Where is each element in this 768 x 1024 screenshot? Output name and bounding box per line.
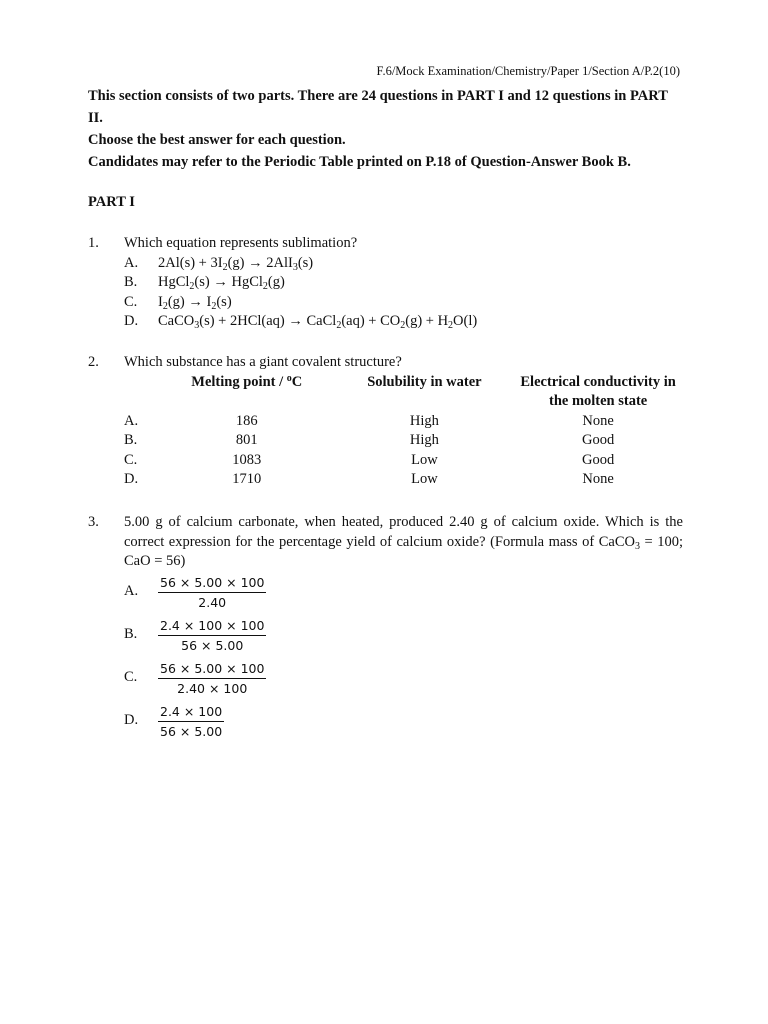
fraction	[158, 617, 266, 654]
question-3	[88, 513, 683, 746]
question-1-options	[124, 254, 683, 332]
denominator: 2.40	[198, 594, 227, 610]
question-text: Which equation represents sublimation?	[124, 235, 358, 251]
option-d[interactable]	[124, 312, 683, 332]
fraction	[158, 660, 266, 697]
instruction-periodic-table: Candidates may refer to the Periodic Table printed on P.18 of Question-Answer Book B.	[88, 154, 631, 170]
part-title: PART I	[88, 194, 135, 210]
option-letter: A.	[124, 583, 139, 600]
table-row[interactable]	[124, 431, 683, 451]
numerator: 2.4 × 100 × 100	[158, 617, 266, 636]
cell-melting-point: 186	[235, 412, 258, 429]
cell-solubility: High	[409, 432, 439, 448]
option-letter: C.	[124, 669, 138, 686]
option-letter: D.	[124, 313, 139, 329]
row-letter: B.	[124, 432, 138, 448]
instruction-parts: This section consists of two parts. There are 24 questions in PART I and 12 questions in PART II.	[88, 88, 668, 126]
question-2	[88, 353, 683, 490]
option-text: $2Al(s) + 3I_2(g) \to 2AlI_3(s)$	[158, 254, 314, 273]
section-instructions	[88, 85, 683, 173]
option-letter: B.	[124, 626, 138, 643]
option-c[interactable]	[124, 660, 683, 697]
option-letter: B.	[124, 274, 138, 290]
page-header: F.6/Mock Examination/Chemistry/Paper 1/Section A/P.2(10)	[376, 64, 680, 78]
fraction	[158, 574, 266, 611]
fraction	[158, 703, 224, 740]
header-conductivity: Electrical conductivity in the molten state	[520, 373, 676, 409]
option-text: $I_2(g) \to I_2(s)$	[158, 293, 232, 312]
numerator: 56 × 5.00 × 100	[158, 660, 266, 679]
cell-conductivity: Good	[582, 451, 615, 468]
option-text: CaCO$_3$(s) + 2HCl(aq) → CaCl$_2$(aq) + $CO_2(g) + H_2O(l)$	[158, 313, 478, 331]
denominator: 56 × 5.00	[181, 637, 244, 653]
cell-solubility: Low	[411, 451, 438, 468]
cell-solubility: Low	[411, 471, 438, 487]
table-header-row	[124, 373, 683, 412]
table-row[interactable]	[124, 412, 683, 432]
question-number: 1.	[88, 235, 99, 251]
question-1	[88, 234, 683, 332]
option-text: HgCl$_2$(s) → HgCl$_2$(g)	[158, 274, 285, 292]
option-d[interactable]	[124, 703, 683, 740]
cell-melting-point: 1083	[232, 451, 262, 468]
option-letter: C.	[124, 293, 138, 310]
row-letter: A.	[124, 412, 139, 429]
option-a[interactable]	[124, 254, 683, 274]
row-letter: C.	[124, 451, 138, 468]
denominator: 56 × 5.00	[160, 723, 223, 739]
option-letter: A.	[124, 254, 139, 271]
option-letter: D.	[124, 712, 139, 729]
cell-solubility: High	[409, 412, 439, 429]
question-3-options	[124, 574, 683, 740]
option-c[interactable]	[124, 293, 683, 313]
table-row[interactable]	[124, 451, 683, 471]
row-letter: D.	[124, 471, 139, 487]
instruction-choose: Choose the best answer for each question.	[88, 132, 346, 148]
cell-melting-point: 801	[235, 432, 258, 448]
denominator: 2.40 × 100	[177, 680, 248, 696]
cell-conductivity: None	[582, 471, 614, 487]
header-solubility: Solubility in water	[367, 373, 482, 390]
option-b[interactable]	[124, 617, 683, 654]
properties-table	[124, 373, 683, 490]
cell-melting-point: 1710	[232, 471, 262, 487]
option-b[interactable]	[124, 273, 683, 293]
option-a[interactable]	[124, 574, 683, 611]
numerator: 56 × 5.00 × 100	[158, 574, 266, 593]
cell-conductivity: None	[582, 412, 614, 429]
question-text: 5.00 g of calcium carbonate, when heated, produced 2.40 g of calcium oxide. Which is the correct expression for the percentage yield of calcium oxide? (Formula mass of CaCO$_3$ = 100; CaO = 56)	[124, 514, 683, 569]
header-melting-point: Melting point / $^o$C	[191, 372, 303, 390]
question-number: 2.	[88, 354, 99, 370]
numerator: 2.4 × 100	[158, 703, 224, 722]
table-row[interactable]	[124, 470, 683, 490]
question-text: Which substance has a giant covalent structure?	[124, 354, 402, 370]
question-number: 3.	[88, 514, 99, 530]
cell-conductivity: Good	[582, 432, 615, 448]
